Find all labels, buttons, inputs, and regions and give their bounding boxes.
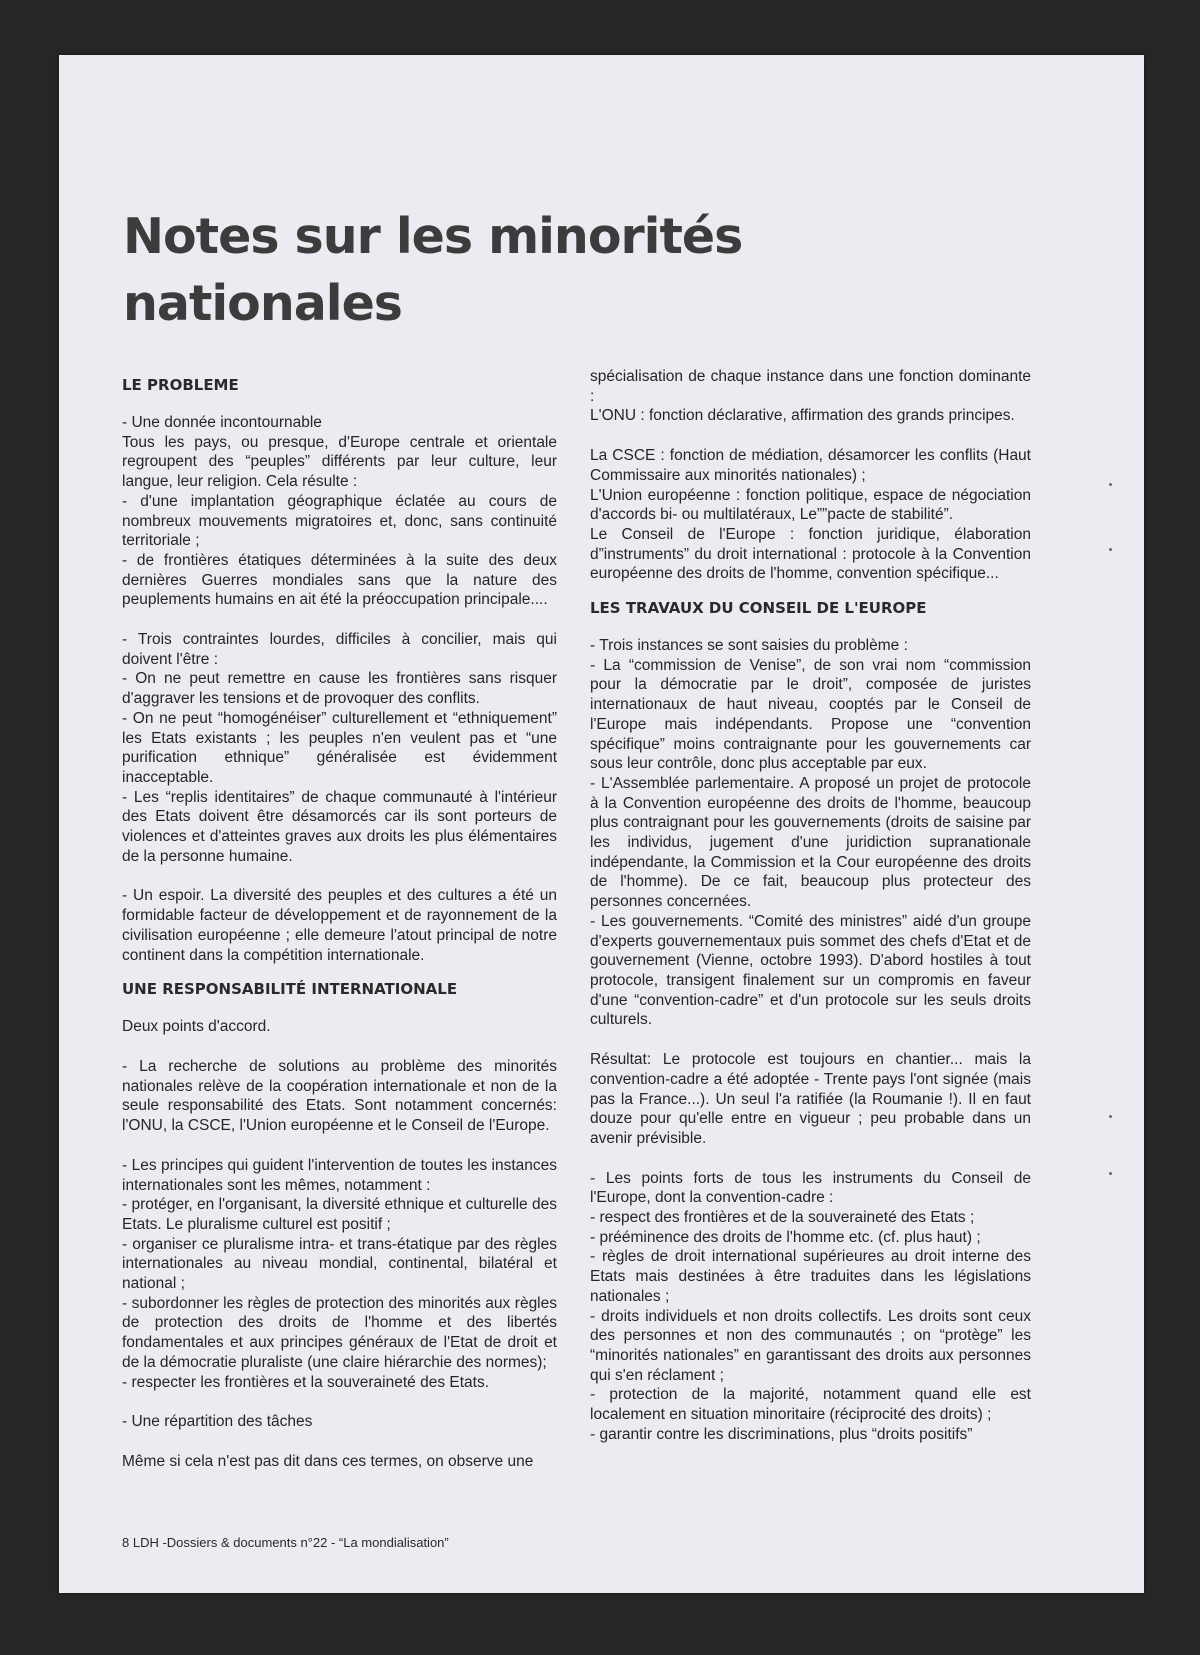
- text-line: - protéger, en l'organisant, la diversité ethnique et culturelle des Etats. Le pluralisme culturel est positif ;: [122, 1196, 557, 1233]
- text-line: - respecter les frontières et la souveraineté des Etats.: [122, 1373, 490, 1391]
- text-line: - garantir contre les discriminations, plus “droits positifs”: [590, 1425, 973, 1443]
- text-line: - La recherche de solutions au problème des minorités nationales relève de la coopération internationale et non de la seule responsabilité des Etats. Sont notamment concernés: l'ONU, la CSCE, l'Union européenne et le Conseil de l'Europe.: [122, 1057, 557, 1135]
- document-page: [59, 55, 1144, 1593]
- paragraph: [590, 367, 1031, 426]
- heading-le-probleme: LE PROBLEME: [122, 376, 239, 394]
- text-line: - Une donnée incontournable: [122, 414, 322, 431]
- text-line: - Trois instances se sont saisies du problème :: [590, 637, 908, 655]
- text-line: spécialisation de chaque instance dans une fonction dominante :: [590, 368, 1031, 405]
- left-column: [122, 375, 557, 1472]
- text-line: - de frontières étatiques déterminées à la suite des deux dernières Guerres mondiales sans que la nature des peuplements humains en ait été la préoccupation principale....: [122, 551, 557, 609]
- text-line: - organiser ce pluralisme intra- et trans-étatique par des règles internationales au niveau mondial, continental, bilatéral et national ;: [122, 1235, 557, 1293]
- title-line-2: nationales: [123, 275, 402, 332]
- text-line: - Un espoir. La diversité des peuples et des cultures a été un formidable facteur de développement et de rayonnement de la civilisation européenne ; elle demeure l'atout principal de notre continent dans la compétition internationale.: [122, 887, 557, 964]
- heading-travaux-conseil-europe: LES TRAVAUX DU CONSEIL DE L'EUROPE: [590, 599, 927, 618]
- text-line: Tous les pays, ou presque, d'Europe centrale et orientale regroupent des “peuples” différents par leur culture, leur langue, leur religion. Cela résulte :: [122, 433, 557, 491]
- text-line: Deux points d'accord.: [122, 1018, 271, 1036]
- paper-speck: [1109, 1115, 1112, 1118]
- text-line: - Les “replis identitaires” de chaque communauté à l'intérieur des Etats doivent être désamorcés car ils sont porteurs de violences et d'atteintes graves aux droits les plus élémentaires de la personne humaine.: [122, 788, 557, 865]
- paragraph: [590, 1169, 1031, 1445]
- text-line: - règles de droit international supérieures au droit interne des Etats mais destinées à être traduites dans les législations nationales ;: [590, 1248, 1031, 1305]
- text-line: - Une répartition des tâches: [122, 1413, 313, 1431]
- text-line: - d'une implantation géographique éclatée au cours de nombreux mouvements migratoires et, donc, sans continuité territoriale ;: [122, 492, 557, 550]
- text-line: - Trois contraintes lourdes, difficiles à concilier, mais qui doivent l'être :: [122, 631, 557, 668]
- text-line: - L'Assemblée parlementaire. A proposé un projet de protocole à la Convention européenne des droits de l'homme, beaucoup plus contraignant pour les gouvernements (droits de saisine par les individus, jugement d'une juridiction supranationale indépendante, la Commission et la Cour européenne des droits de l'homme). De ce fait, beaucoup plus protecteur des personnes concernées.: [590, 774, 1031, 911]
- right-column: [590, 367, 1031, 1444]
- paragraph: [590, 1050, 1031, 1149]
- paragraph: [122, 1057, 557, 1136]
- text-line: L'Union européenne : fonction politique, espace de négociation d'accords bi- ou multilatéraux, Le””pacte de stabilité”.: [590, 486, 1031, 524]
- page-footer: 8 LDH -Dossiers & documents n°22 - “La mondialisation”: [122, 1535, 449, 1550]
- paragraph: [590, 636, 1031, 1030]
- text-line: Le Conseil de l'Europe : fonction juridique, élaboration d”instruments” du droit international : protocole à la Convention européenne des droits de l'homme, convention spécifique...: [590, 525, 1031, 583]
- paragraph: [590, 446, 1031, 584]
- text-line: La CSCE : fonction de médiation, désamorcer les conflits (Haut Commissaire aux minorités nationales) ;: [590, 447, 1031, 484]
- text-line: - On ne peut remettre en cause les frontières sans risquer d'aggraver les tensions et de provoquer des conflits.: [122, 670, 557, 708]
- text-line: - prééminence des droits de l'homme etc. (cf. plus haut) ;: [590, 1228, 981, 1246]
- text-line: - Les points forts de tous les instruments du Conseil de l'Europe, dont la convention-cadre :: [590, 1169, 1031, 1207]
- paper-speck: [1109, 483, 1112, 486]
- text-line: Même si cela n'est pas dit dans ces termes, on observe une: [122, 1452, 534, 1470]
- paragraph: [122, 413, 557, 610]
- text-line: - droits individuels et non droits collectifs. Les droits sont ceux des personnes et non des communautés ; on “protège” les “minorités nationales” en garantissant des droits aux personnes qui s'en réclament ;: [590, 1307, 1031, 1384]
- paragraph: [122, 886, 557, 965]
- text-line: - Les gouvernements. “Comité des ministres” aidé d'un groupe d'experts gouvernementaux puis sommet des chefs d'Etat et de gouvernement (Vienne, octobre 1993). D'abord hostiles à tout protocole, transigent finalement sur un compromis en faveur d'une “convention-cadre” et d'un protocole sur les seuls droits culturels.: [590, 912, 1031, 1029]
- text-line: - On ne peut “homogénéiser” culturellement et “ethniquement” les Etats existants ; les peuples n'en veulent pas et “une purification ethnique” généralisée est évidemment inacceptable.: [122, 709, 557, 786]
- text-line: - La “commission de Venise”, de son vrai nom “commission pour la démocratie par le droit”, composée de juristes internationaux de haut niveau, cooptés par le Conseil de l'Europe mais indépendants. Propose une “convention spécifique” moins contraignante pour les gouvernements car sous leur contrôle, donc plus acceptable par eux.: [590, 656, 1031, 773]
- paragraph: [122, 1412, 557, 1432]
- text-line: - respect des frontières et de la souveraineté des Etats ;: [590, 1209, 975, 1227]
- paragraph: [122, 1156, 557, 1392]
- text-line: - protection de la majorité, notamment quand elle est localement en situation minoritaire (réciprocité des droits) ;: [590, 1386, 1031, 1424]
- article-title: [123, 203, 742, 337]
- title-line-1: Notes sur les minorités: [123, 208, 743, 265]
- paragraph: [122, 630, 557, 866]
- text-line: Résultat: Le protocole est toujours en chantier... mais la convention-cadre a été adoptée - Trente pays l'ont signée (mais pas la France...). Un seul l'a ratifiée (la Roumanie !). Il en faut douze pour qu'elle entre en vigueur ; peu probable dans un avenir prévisible.: [590, 1051, 1031, 1147]
- text-line: - subordonner les règles de protection des minorités aux règles de protection des droits de l'homme et des libertés fondamentales et aux principes généraux de l'Etat de droit et de la démocratie pluraliste (une claire hiérarchie des normes);: [122, 1294, 557, 1371]
- paragraph: [122, 1017, 557, 1037]
- text-line: L'ONU : fonction déclarative, affirmation des grands principes.: [590, 407, 1015, 425]
- heading-responsabilite-internationale: UNE RESPONSABILITÉ INTERNATIONALE: [122, 980, 458, 999]
- paper-speck: [1109, 548, 1112, 551]
- paper-speck: [1109, 1172, 1112, 1175]
- paragraph: [122, 1452, 557, 1472]
- text-line: - Les principes qui guident l'intervention de toutes les instances internationales sont les mêmes, notamment :: [122, 1156, 557, 1194]
